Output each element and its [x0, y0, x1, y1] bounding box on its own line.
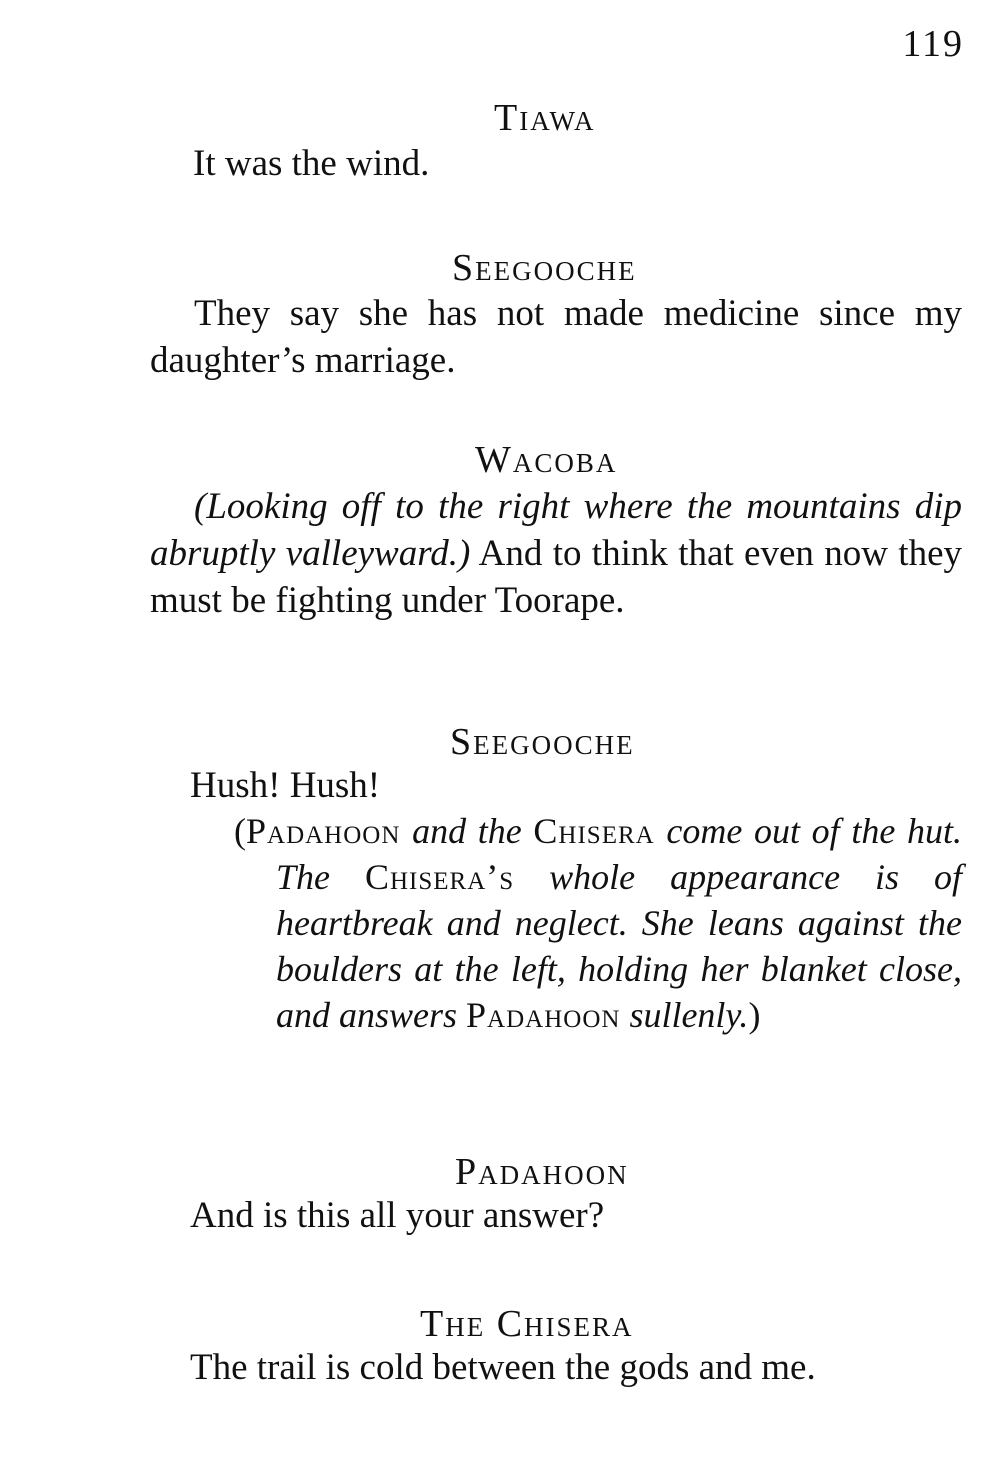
character-name: Chisera’s	[364, 857, 515, 897]
speaker-name: Seegooche	[452, 247, 637, 289]
dialogue-text: And to think that even now they must be fighting under Toorape.	[150, 533, 962, 621]
page-number: 119	[902, 23, 964, 65]
dialogue-paragraph: They say she has not made medicine since my daughter’s marriage.	[150, 293, 962, 381]
stage-text: come out of the hut. The	[276, 811, 962, 897]
stage-text: sullenly.	[620, 995, 749, 1035]
character-name: Chisera	[533, 811, 655, 851]
speaker-name: Wacoba	[475, 439, 618, 481]
speaker-name: Seegooche	[450, 721, 635, 763]
stage-direction-inline: (Looking off to the right where the mountains dip abruptly valleyward.)	[150, 486, 962, 574]
stage-text: and the	[400, 811, 534, 851]
speaker-name: Tiawa	[494, 97, 596, 139]
paren-close: )	[748, 995, 761, 1035]
paren-open: (	[234, 811, 246, 851]
stage-text: whole appearance is of heartbreak and neglect. She leans against the boulders at the left, holding her blanket close, and answers	[276, 857, 963, 1035]
character-name: Padahoon	[466, 995, 621, 1035]
dialogue-line: It was the wind.	[193, 143, 430, 184]
character-name: Padahoon	[246, 811, 401, 851]
dialogue-line: Hush! Hush!	[190, 765, 381, 806]
speaker-name: The Chisera	[420, 1303, 634, 1345]
speaker-name: Padahoon	[455, 1151, 629, 1193]
dialogue-line: And is this all your answer?	[190, 1195, 605, 1236]
dialogue-paragraph	[150, 483, 962, 624]
stage-direction	[234, 808, 962, 1038]
dialogue-line: The trail is cold between the gods and me.	[190, 1347, 816, 1388]
